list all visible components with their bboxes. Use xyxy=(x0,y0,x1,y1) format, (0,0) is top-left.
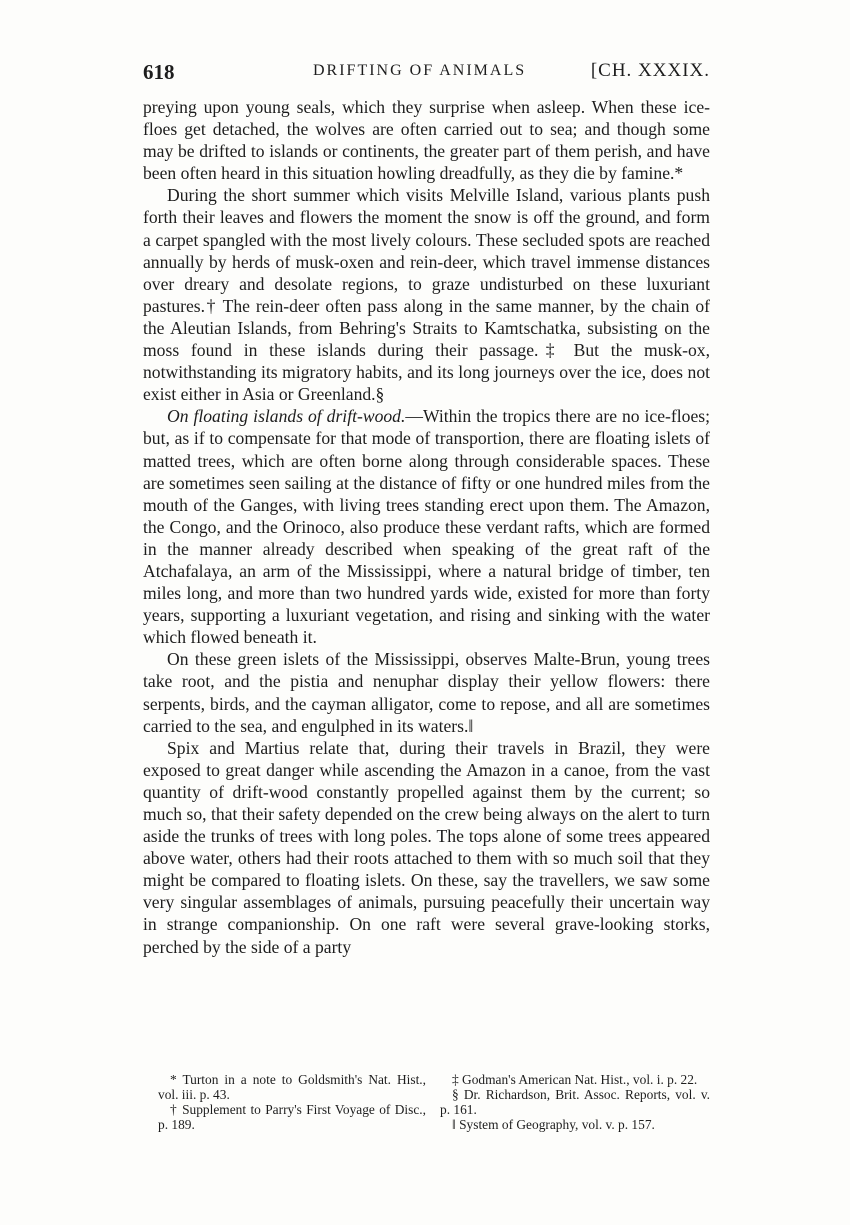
paragraph-floating-islands xyxy=(143,405,710,648)
paragraph-melville-island xyxy=(143,184,710,405)
footnote: ‖ System of Geography, vol. v. p. 157. xyxy=(452,1117,655,1132)
footnote: § Dr. Richardson, Brit. Assoc. Reports, vol. v. p. 161. xyxy=(440,1087,710,1117)
paragraph-text: Spix and Martius relate that, during their travels in Brazil, they were exposed to great danger while ascending the Amazon in a canoe, from the vast quantity of drift-wood constantly propelled against them by the current; so much so, that their safety depended on the crew being always on the alert to turn aside the trunks of trees with long poles. The tops alone of some trees appeared above water, others had their roots attached to them with so much soil that they might be compared to floating islets. On these, say the travellers, we saw some very singular assemblages of animals, pursuing peacefully their uncertain way in strange companionship. On one raft were several grave-looking storks, perched by the side of a party xyxy=(143,737,710,957)
footnotes-left-column xyxy=(158,1072,426,1132)
page-number: 618 xyxy=(143,60,175,84)
paragraph-text: preying upon young seals, which they surprise when asleep. When these ice-floes get detached, the wolves are often carried out to sea; and though some may be drifted to islands or continents, the greater part of them perish, and have been often heard in this situation howling dreadfully, as they die by famine.* xyxy=(143,97,710,184)
footnotes-right-column xyxy=(440,1072,710,1132)
paragraph-wolves xyxy=(143,96,710,184)
running-title: DRIFTING OF ANIMALS xyxy=(313,62,527,79)
footnote: * Turton in a note to Goldsmith's Nat. Hist., vol. iii. p. 43. xyxy=(158,1072,426,1102)
paragraph-text: On these green islets of the Mississippi, observes Malte-Brun, young trees take root, and the pistia and nenuphar display their yellow flowers: there serpents, birds, and the cayman alligator, come to repose, and all are sometimes carried to the sea, and engulphed in its waters.‖ xyxy=(143,649,710,736)
footnote: † Supplement to Parry's First Voyage of Disc., p. 189. xyxy=(158,1102,426,1132)
chapter-reference: [CH. XXXIX. xyxy=(590,60,710,81)
paragraph-mississippi-islets xyxy=(143,648,710,736)
section-heading-italic: On floating islands of drift-wood. xyxy=(167,406,406,427)
page-header xyxy=(143,60,710,88)
paragraph-text: —Within the tropics there are no ice-floes; but, as if to compensate for that mode of transportion, there are floating islets of matted trees, which are often borne along through considerable spaces. These are sometimes seen sailing at the distance of fifty or one hundred miles from the mouth of the Ganges, with living trees standing erect upon them. The Amazon, the Congo, and the Orinoco, also produce these verdant rafts, which are formed in the manner already described when speaking of the great raft of the Atchafalaya, an arm of the Mississippi, where a natural bridge of timber, ten miles long, and more than two hundred yards wide, existed for more than forty years, supporting a luxuriant vegetation, and rising and sinking with the water which flowed beneath it. xyxy=(143,406,710,648)
paragraph-text: During the short summer which visits Melville Island, various plants push forth their leaves and flowers the moment the snow is off the ground, and form a carpet spangled with the most lively colours. These secluded spots are reached annually by herds of musk-oxen and rein-deer, which travel immense distances over dreary and desolate regions, to graze undisturbed on these luxuriant pastures.† The rein-deer often pass along in the same manner, by the chain of the Aleutian Islands, from Behring's Straits to Kamtschatka, subsisting on the moss found in these islands during their passage.‡ But the musk-ox, notwithstanding its migratory habits, and its long journeys over the ice, does not exist either in Asia or Greenland.§ xyxy=(143,185,710,405)
footnote: ‡ Godman's American Nat. Hist., vol. i. p. 22. xyxy=(452,1072,698,1087)
body-text xyxy=(143,96,710,958)
paragraph-spix-martius xyxy=(143,737,710,958)
